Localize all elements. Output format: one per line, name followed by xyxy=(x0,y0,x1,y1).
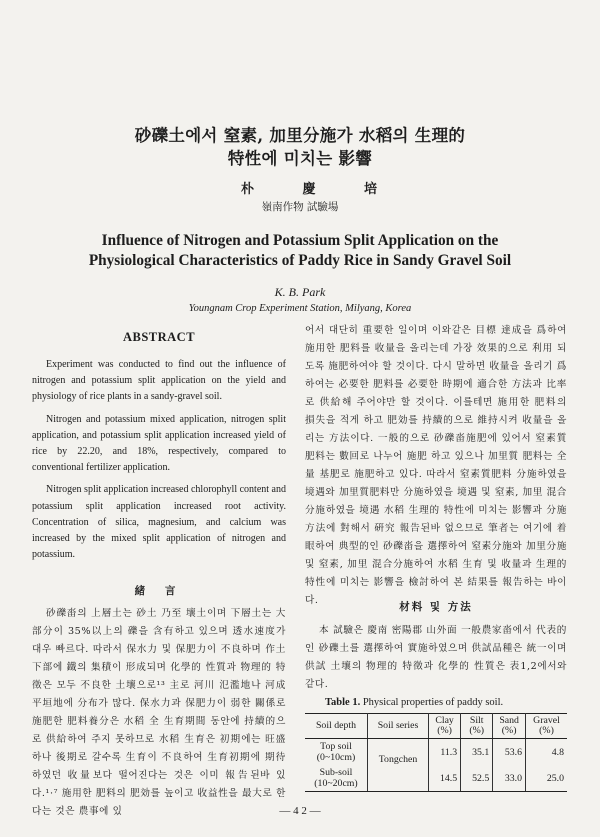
header-soil-depth: Soil depth xyxy=(305,714,368,739)
row-1-depth: Top soil (0~10cm) xyxy=(305,739,368,766)
page-number: — 4 2 — xyxy=(279,805,321,817)
table-caption-label: Table 1. xyxy=(325,697,361,708)
table-header-row xyxy=(305,714,567,739)
header-silt: Silt (%) xyxy=(461,714,493,739)
methods-body: 本 試驗은 慶南 密陽郡 山外面 一般農家畓에서 代表的인 砂礫土를 選擇하여 實施하였으며 供試品種은 統一이며 供試 土壤의 物理的 特徵과 化學的 性質은 表1,2에서와 같다. xyxy=(305,625,567,690)
row-1-clay: 11.3 xyxy=(429,739,461,766)
abstract-paragraph-3: Nitrogen split application increased chlorophyll content and potassium split application increased root activity. Concentration of silica, magnesium, and calcium was increased by the mixed split application of nitrogen and potassium. xyxy=(32,484,286,561)
abstract-paragraph-1: Experiment was conducted to find out the influence of nitrogen and potassium split application on the yield and physiology of rice plants in a sandy-gravel soil. xyxy=(32,359,286,403)
row-2-gravel: 25.0 xyxy=(526,765,567,792)
row-1-gravel: 4.8 xyxy=(551,746,564,758)
row-2-clay: 14.5 xyxy=(429,765,461,792)
introduction-body: 砂礫畓의 上層土는 砂土 乃至 壤土이며 下層土는 大部分이 35%以上의 礫을 含有하고 있으며 透水速度가 대우 빠르다. 따라서 保水力 및 保肥力이 不良하며 作土 下部에 鐵의 集積이 形成되며 化學的 性質과 物理的 特徵은 모두 不良한 土壤으로¹³ 主로 河川 氾濫地나 河成 平垣地에 分布가 많다. 保水力과 保肥力이 弱한 關係로 施肥한 肥料養分은 水稻 全 生育期間 동안에 持續的으로 供給하여 주지 못하므로 水稻 生育은 初期에는 旺盛하나 後期로 갈수록 生育이 不良하여 生育初期에 期待 하였던 收量보다 떨어진다는 것은 이미 報告된바 있다.¹·⁷ 施用한 肥料의 肥効를 높이고 收益性을 最大로 한다는 것은 農事에 있 xyxy=(32,608,286,817)
methods-heading: 材料 및 方法 xyxy=(399,601,473,613)
table-1-caption xyxy=(305,697,567,708)
introduction-heading: 緒 言 xyxy=(134,585,184,597)
korean-author: 朴 慶 培 xyxy=(240,182,400,197)
introduction-section xyxy=(32,583,286,821)
abstract-paragraph-2: Nitrogen and potassium mixed application, nitrogen split application, and potassium split application increased yield of rice by 22.20, and 18%, respectively, compared to conventional fertilizer application. xyxy=(32,413,286,474)
methods-section xyxy=(305,599,567,694)
row-2-depth: Sub-soil (10~20cm) xyxy=(305,765,368,792)
right-column-body xyxy=(305,322,567,610)
row-2-series-empty xyxy=(368,765,429,792)
row-2-sand: 33.0 xyxy=(493,765,526,792)
abstract-section xyxy=(32,330,286,569)
table-row xyxy=(305,739,567,766)
header-soil-series: Soil series xyxy=(368,714,429,739)
row-2-silt: 52.5 xyxy=(461,765,493,792)
english-title-line-1: Influence of Nitrogen and Potassium Split Application on the xyxy=(101,232,499,249)
header-sand: Sand (%) xyxy=(493,714,526,739)
row-1-silt: 35.1 xyxy=(461,739,493,766)
table-row xyxy=(305,765,567,792)
abstract-heading: ABSTRACT xyxy=(122,330,196,344)
korean-title-line-2: 特性에 미치는 影響 xyxy=(227,149,373,168)
table-1 xyxy=(305,713,567,792)
table-caption-text: Physical properties of paddy soil. xyxy=(362,697,504,708)
english-title-line-2: Physiological Characteristics of Paddy Rice in Sandy Gravel Soil xyxy=(88,252,512,269)
english-author: K. B. Park xyxy=(274,285,326,299)
introduction-continued: 어서 대단히 重要한 일이며 이와같은 目標 達成을 爲하여 施用한 肥料를 收量을 올리는데 가장 效果的으로 利用 되도록 施肥하여야 할 것이다. 다시 말하면 收量을 올리기 爲하여는 必要한 肥料를 必要한 時期에 適合한 方法과 比率로 供給해 주어야만 할 것이다. 이를테면 施用한 肥料의 損失을 적게 하고 肥効를 持續的으로 維持시켜 收量을 올리는 方法이다. 一般的으로 砂礫畓施肥에 있어서 窒素質 肥料는 數回로 나누어 施肥 하고 있으나 加里質 肥料는 全量 基肥로 施肥하고 있다. 따라서 窒素質肥料 分施하였을 境遇와 加里質肥料만 分施하였을 境遇 및 窒素, 加里 混合分施하였을 境遇 水稻 生理的 特性에 미치는 影響과 分施方法에 對해서 硏究 報告된바 없으므로 筆者는 여기에 着眼하여 典型的인 砂礫畓을 選擇하여 窒素分施와 加里分施 및 窒素, 加里 混合分施하여 水稻 生育 및 收量과 生理的 特性에 미치는 影響을 檢討하여 본 結果를 報告하는 바이다. xyxy=(305,325,567,606)
korean-title-line-1: 砂礫土에서 窒素, 加里分施가 水稻의 生理的 xyxy=(134,126,466,145)
korean-affiliation: 嶺南作物 試驗場 xyxy=(261,201,339,213)
header-clay: Clay (%) xyxy=(429,714,461,739)
header-gravel: Gravel (%) xyxy=(526,714,567,739)
english-affiliation: Youngnam Crop Experiment Station, Milyang, Korea xyxy=(188,303,412,314)
row-1-sand: 53.6 xyxy=(493,739,526,766)
soil-series-value: Tongchen xyxy=(368,739,429,766)
